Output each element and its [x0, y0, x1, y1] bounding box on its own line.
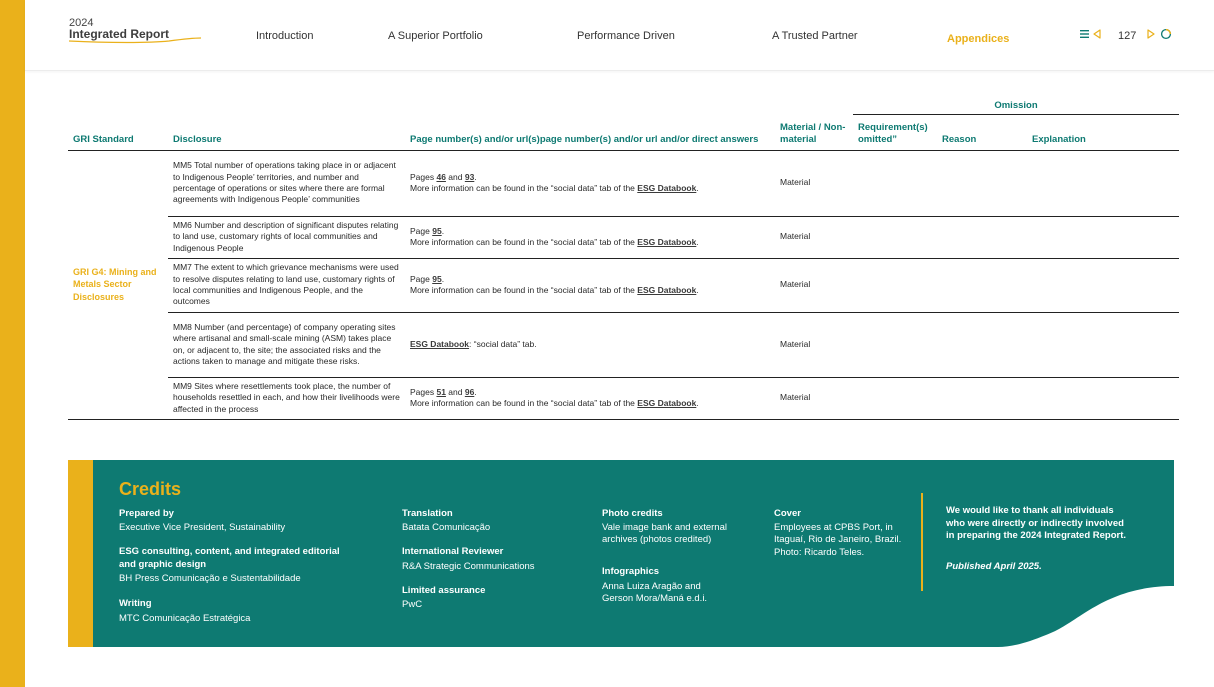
next-page-icon[interactable]: [1147, 29, 1155, 39]
photo-credits-value: Vale image bank and external archives (photos credited): [602, 522, 727, 546]
page-link[interactable]: 46: [436, 171, 446, 182]
page-cell: Pages 46 and 93. More information can be found in the “social data” tab of the ESG Databook.: [405, 150, 775, 216]
esg-databook-link[interactable]: ESG Databook: [637, 237, 697, 247]
translation-heading: Translation: [402, 508, 453, 519]
esg-databook-link[interactable]: ESG Databook: [410, 338, 470, 349]
home-icon[interactable]: [1160, 28, 1172, 40]
page-link[interactable]: 95: [432, 225, 442, 236]
prepared-by-value: Executive Vice President, Sustainability: [119, 522, 286, 533]
page-number: 127: [1118, 30, 1137, 42]
photo-credits-heading: Photo credits: [602, 508, 663, 519]
material-cell: Material: [775, 216, 853, 258]
thanks-text: We would like to thank all individuals who were directly or indirectly involved in preparing the 2024 Integrated Report.: [946, 505, 1127, 542]
disclosure-cell: MM6 Number and description of significant disputes relating to land use, customary rights of local communities and Indigenous People: [168, 216, 405, 258]
prepared-by-heading: Prepared by: [119, 508, 174, 519]
menu-icon[interactable]: [1080, 29, 1089, 39]
disclosure-cell: MM8 Number (and percentage) of company operating sites where artisanal and small-scale mining (ASM) takes place on, or adjacent to, the site; the associated risks and the actions taken to manage and mitigate these risks.: [168, 312, 405, 377]
header: [25, 0, 1214, 71]
col-reason: Reason: [937, 114, 1027, 150]
page-cell: Page 95. More information can be found in the “social data” tab of the ESG Databook.: [405, 258, 775, 312]
translation-value: Batata Comunicação: [402, 522, 491, 533]
nav-introduction[interactable]: Introduction: [256, 30, 314, 42]
logo-swoosh-icon: [69, 35, 204, 47]
nav-trusted-partner[interactable]: A Trusted Partner: [772, 30, 858, 42]
credits-panel: [68, 460, 1174, 647]
disclosure-cell: MM5 Total number of operations taking place in or adjacent to Indigenous People’ territories, and number and percentage of operations or sites where there are formal agreements with Indigenous People’ communities: [168, 150, 405, 216]
omission-header: Omission: [853, 94, 1179, 114]
side-accent-bar: [0, 0, 25, 687]
table-row: [68, 258, 1179, 312]
col-requirement-omitted: Requirement(s) omitted”: [853, 114, 937, 150]
logo-title[interactable]: Integrated Report: [69, 27, 170, 41]
infographics-heading: Infographics: [602, 566, 660, 577]
table-row: [68, 150, 1179, 216]
col-material: Material / Non-material: [775, 114, 853, 150]
page-link[interactable]: 95: [432, 273, 442, 284]
previous-page-icon[interactable]: [1093, 29, 1101, 39]
col-explanation: Explanation: [1027, 114, 1179, 150]
reviewer-value: R&A Strategic Communications: [402, 561, 535, 572]
table-row: [68, 312, 1179, 377]
page-link[interactable]: 51: [436, 386, 446, 397]
esg-databook-link[interactable]: ESG Databook: [637, 398, 697, 408]
gri-content-table: [68, 94, 1179, 420]
esg-databook-link[interactable]: ESG Databook: [637, 285, 697, 295]
material-cell: Material: [775, 377, 853, 419]
logo-year: 2024: [69, 17, 94, 29]
cover-value: Employees at CPBS Port, in Itaguaí, Rio de Janeiro, Brazil. Photo: Ricardo Teles.: [774, 522, 902, 558]
published-date: Published April 2025.: [946, 561, 1042, 572]
disclosure-cell: MM9 Sites where resettlements took place, the number of households resettled in each, and how their livelihoods were affected in the process: [168, 377, 405, 419]
nav-superior-portfolio[interactable]: A Superior Portfolio: [388, 30, 483, 42]
esg-consulting-heading: ESG consulting, content, and integrated editorial and graphic design: [119, 546, 340, 570]
page-link[interactable]: 93: [464, 171, 475, 182]
infographics-value: Anna Luiza Aragão and Gerson Mora/Maná e.d.i.: [602, 581, 708, 605]
esg-databook-link[interactable]: ESG Databook: [637, 183, 697, 193]
page-cell: Page 95. More information can be found in the “social data” tab of the ESG Databook.: [405, 216, 775, 258]
esg-consulting-value: BH Press Comunicação e Sustentabilidade: [119, 573, 301, 584]
page-link[interactable]: 96: [464, 386, 475, 397]
nav-performance-driven[interactable]: Performance Driven: [577, 30, 675, 42]
disclosure-cell: MM7 The extent to which grievance mechanisms were used to resolve disputes relating to land use, customary rights of local communities and Indigenous People, and the outcomes: [168, 258, 405, 312]
page-cell: Pages 51 and 96. More information can be found in the “social data” tab of the ESG Databook.: [405, 377, 775, 419]
col-disclosure: Disclosure: [168, 114, 405, 150]
pager: [1080, 29, 1180, 43]
page-cell: ESG Databook: “social data” tab.: [405, 312, 775, 377]
material-cell: Material: [775, 258, 853, 312]
assurance-heading: Limited assurance: [402, 585, 486, 596]
assurance-value: PwC: [402, 599, 423, 610]
writing-heading: Writing: [119, 598, 152, 609]
col-gri-standard: GRI Standard: [68, 114, 168, 150]
writing-value: MTC Comunicação Estratégica: [119, 613, 251, 624]
table-row: [68, 377, 1179, 419]
reviewer-heading: International Reviewer: [402, 546, 504, 557]
material-cell: Material: [775, 312, 853, 377]
material-cell: Material: [775, 150, 853, 216]
cover-heading: Cover: [774, 508, 801, 519]
credits-title: Credits: [119, 479, 182, 499]
gri-standard-cell: GRI G4: Mining and Metals Sector Disclosures: [68, 150, 168, 419]
nav-appendices[interactable]: Appendices: [947, 33, 1010, 45]
credits-divider: [921, 493, 923, 591]
col-page-number: Page number(s) and/or url(s)page number(s) and/or url and/or direct answers: [405, 114, 775, 150]
table-row: [68, 216, 1179, 258]
